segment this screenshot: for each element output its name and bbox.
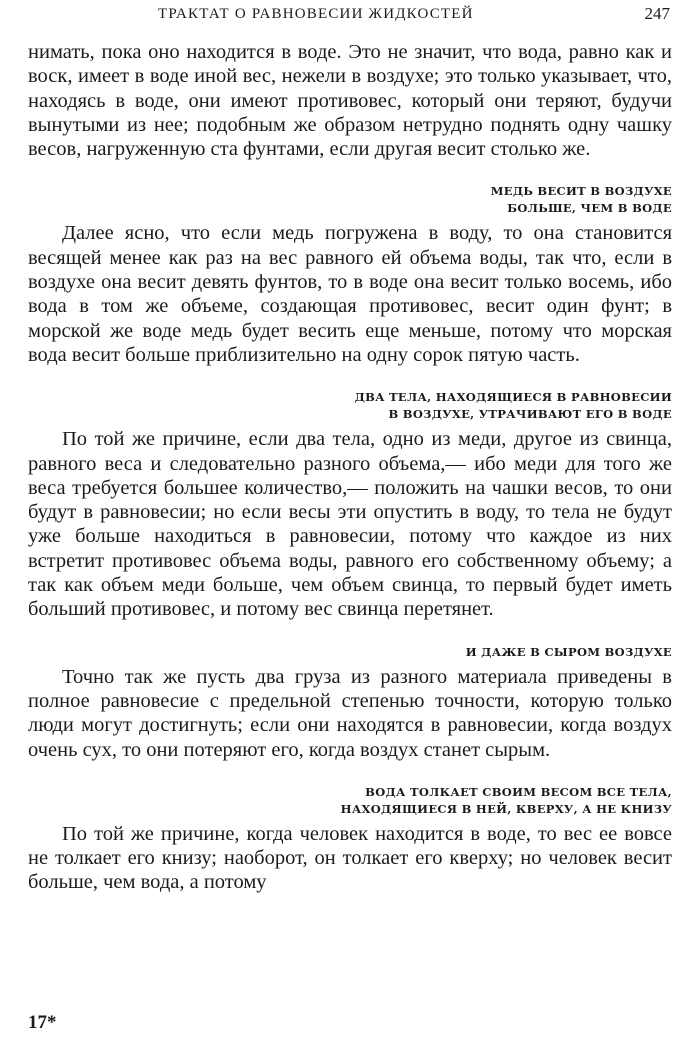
- book-page: [28, 0, 672, 1044]
- signature-mark: 17*: [28, 1012, 57, 1033]
- sidenote-water-pushes-up: [28, 784, 672, 818]
- paragraph-moist-air: Точно так же пусть два груза из разного материала приведены в полное равновесие с предельной степенью точности, которую только люди могут достигнуть; если они находятся в равновесии, когда воздух очень сух, то они потеряют его, когда воздух станет сырым.: [28, 665, 672, 761]
- sidenote-line: В ВОЗДУХЕ, УТРАЧИВАЮТ ЕГО В ВОДЕ: [388, 407, 672, 422]
- sidenote-moist-air: [28, 644, 672, 661]
- sidenote-line: ДВА ТЕЛА, НАХОДЯЩИЕСЯ В РАВНОВЕСИИ: [354, 390, 672, 405]
- page-number: 247: [644, 4, 670, 23]
- running-header: [28, 4, 672, 26]
- running-title: ТРАКТАТ О РАВНОВЕСИИ ЖИДКОСТЕЙ: [158, 6, 474, 22]
- paragraph-two-bodies: По той же причине, если два тела, одно из меди, другое из свинца, равного веса и следовательно разного объема,— ибо меди для того же веса требуется большее количество,— положить на чашки весов, то они будут в равновесии; но если весы эти опустить в воду, то тела не будут уже больше находиться в равновесии, потому что каждое из них встретит противовес объема воды, равного его собственному объему; а так как объем меди больше, чем объем свинца, то первый будет иметь больший противовес, и потому вес свинца перетянет.: [28, 428, 672, 621]
- sidenote-line: НАХОДЯЩИЕСЯ В НЕЙ, КВЕРХУ, А НЕ КНИЗУ: [340, 801, 672, 816]
- sidenote-line: МЕДЬ ВЕСИТ В ВОЗДУХЕ: [490, 184, 672, 199]
- page-content: [28, 40, 672, 895]
- sidenote-line: И ДАЖЕ В СЫРОМ ВОЗДУХЕ: [465, 644, 672, 659]
- paragraph-human-in-water: По той же причине, когда человек находится в воде, то вес ее вовсе не толкает его книзу; наоборот, он толкает его кверху; но человек весит больше, чем вода, а потому: [28, 822, 672, 894]
- sidenote-line: ВОДА ТОЛКАЕТ СВОИМ ВЕСОМ ВСЕ ТЕЛА,: [365, 784, 672, 799]
- paragraph-continued: нимать, пока оно находится в воде. Это не значит, что вода, равно как и воск, имеет в воде иной вес, нежели в воздухе; это только указывает, что, находясь в воде, они имеют противовес, который они теряют, будучи вынутыми из нее; подобным же образом нетрудно поднять одну чашку весов, нагруженную ста фунтами, если другая весит столько же.: [28, 41, 672, 161]
- sidenote-two-bodies: [28, 389, 672, 423]
- sidenote-copper-weight: [28, 183, 672, 217]
- paragraph-copper: Далее ясно, что если медь погружена в воду, то она становится весящей менее как раз на вес равного ей объема воды, так что, если в воздухе она весит девять фунтов, то в воде она весит только восемь, ибо вода в том же объеме, создающая противовес, весит один фунт; в морской же воде медь будет весить еще меньше, потому что морская вода весит больше приблизительно на одну сорок пятую часть.: [28, 222, 672, 366]
- sidenote-line: БОЛЬШЕ, ЧЕМ В ВОДЕ: [507, 201, 672, 216]
